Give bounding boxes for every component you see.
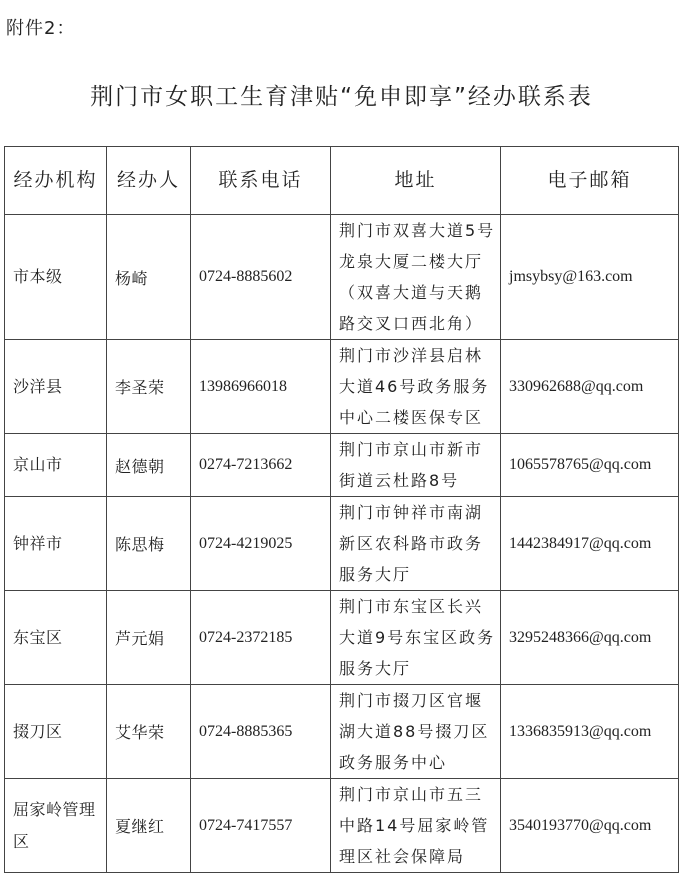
cell-person: 杨崎 xyxy=(107,215,191,340)
page-title: 荆门市女职工生育津贴“免申即享”经办联系表 xyxy=(90,84,593,110)
cell-email: 1065578765@qq.com xyxy=(501,434,679,497)
contact-table xyxy=(4,146,679,873)
cell-org: 京山市 xyxy=(5,434,107,497)
cell-email: 1336835913@qq.com xyxy=(501,685,679,779)
cell-org: 屈家岭管理区 xyxy=(5,779,107,873)
cell-person: 李圣荣 xyxy=(107,340,191,434)
cell-person: 赵德朝 xyxy=(107,434,191,497)
cell-person: 芦元娟 xyxy=(107,591,191,685)
cell-phone: 0724-7417557 xyxy=(191,779,331,873)
cell-phone: 0724-8885365 xyxy=(191,685,331,779)
cell-email: jmsybsy@163.com xyxy=(501,215,679,340)
header-address: 地址 xyxy=(331,147,501,215)
header-person: 经办人 xyxy=(107,147,191,215)
cell-address: 荆门市钟祥市南湖新区农科路市政务服务大厅 xyxy=(331,497,501,591)
cell-email: 3295248366@qq.com xyxy=(501,591,679,685)
header-email: 电子邮箱 xyxy=(501,147,679,215)
cell-org: 钟祥市 xyxy=(5,497,107,591)
table-row xyxy=(5,434,679,497)
table-row xyxy=(5,685,679,779)
cell-address: 荆门市双喜大道5号龙泉大厦二楼大厅（双喜大道与天鹅路交叉口西北角） xyxy=(331,215,501,340)
cell-address: 荆门市沙洋县启林大道46号政务服务中心二楼医保专区 xyxy=(331,340,501,434)
attachment-label: 附件2： xyxy=(6,18,76,39)
header-phone: 联系电话 xyxy=(191,147,331,215)
cell-address: 荆门市东宝区长兴大道9号东宝区政务服务大厅 xyxy=(331,591,501,685)
cell-org: 市本级 xyxy=(5,215,107,340)
cell-org: 东宝区 xyxy=(5,591,107,685)
cell-phone: 0724-2372185 xyxy=(191,591,331,685)
table-row xyxy=(5,591,679,685)
cell-person: 陈思梅 xyxy=(107,497,191,591)
cell-person: 夏继红 xyxy=(107,779,191,873)
cell-phone: 0274-7213662 xyxy=(191,434,331,497)
cell-address: 荆门市掇刀区官堰湖大道88号掇刀区政务服务中心 xyxy=(331,685,501,779)
table-row xyxy=(5,497,679,591)
cell-email: 330962688@qq.com xyxy=(501,340,679,434)
cell-email: 3540193770@qq.com xyxy=(501,779,679,873)
cell-address: 荆门市京山市五三中路14号屈家岭管理区社会保障局 xyxy=(331,779,501,873)
cell-phone: 0724-4219025 xyxy=(191,497,331,591)
table-header-row xyxy=(5,147,679,215)
cell-person: 艾华荣 xyxy=(107,685,191,779)
table-row xyxy=(5,779,679,873)
table-row xyxy=(5,340,679,434)
cell-org: 沙洋县 xyxy=(5,340,107,434)
cell-phone: 0724-8885602 xyxy=(191,215,331,340)
table-row xyxy=(5,215,679,340)
cell-phone: 13986966018 xyxy=(191,340,331,434)
header-org: 经办机构 xyxy=(5,147,107,215)
cell-email: 1442384917@qq.com xyxy=(501,497,679,591)
cell-org: 掇刀区 xyxy=(5,685,107,779)
cell-address: 荆门市京山市新市街道云杜路8号 xyxy=(331,434,501,497)
